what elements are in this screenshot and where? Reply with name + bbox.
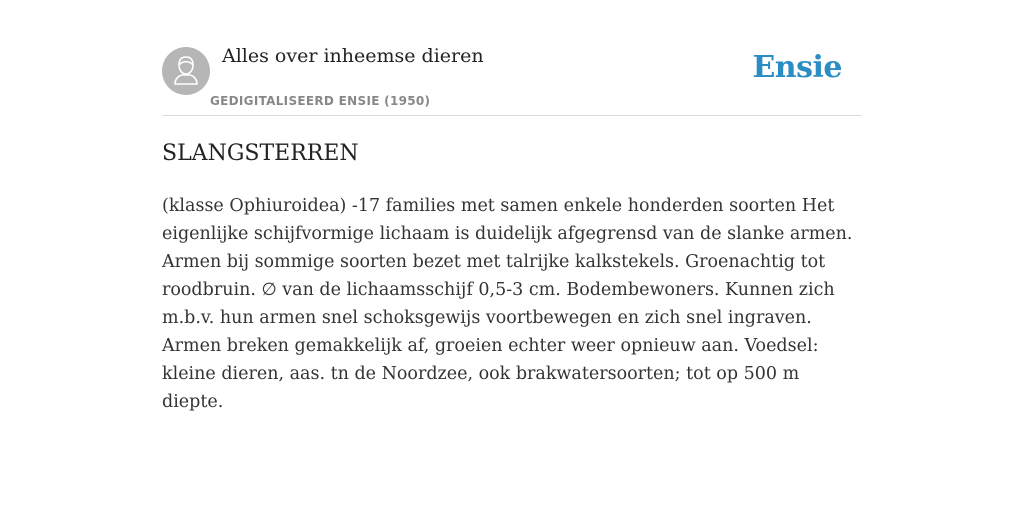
entry-body: (klasse Ophiuroidea) -17 families met samen enkele honderden soorten Het eigenlijke schijfvormige lichaam is duidelijk afgegrensd van de slanke armen. Armen bij sommige soorten bezet met talrijke kalkstekels. Groenachtig tot roodbruin. ∅ van de lichaamsschijf 0,5-3 cm. Bodembewoners. Kunnen zich m.b.v. hun armen snel schoksgewijs voortbewegen en zich snel ingraven. Armen breken gemakkelijk af, groeien echter weer opnieuw aan. Voedsel: kleine dieren, aas. tn de Noordzee, ook brakwatersoorten; tot op 500 m diepte. <box>162 196 853 412</box>
entry-title: SLANGSTERREN <box>162 141 359 166</box>
book-title[interactable]: Alles over inheemse dieren <box>222 45 484 67</box>
ensie-logo[interactable]: Ensie <box>752 50 842 85</box>
user-silhouette-icon <box>162 47 210 95</box>
page-container <box>162 0 862 412</box>
avatar[interactable] <box>162 47 210 95</box>
source-label: GEDIGITALISEERD ENSIE (1950) <box>210 94 431 108</box>
entry-header <box>162 0 862 116</box>
